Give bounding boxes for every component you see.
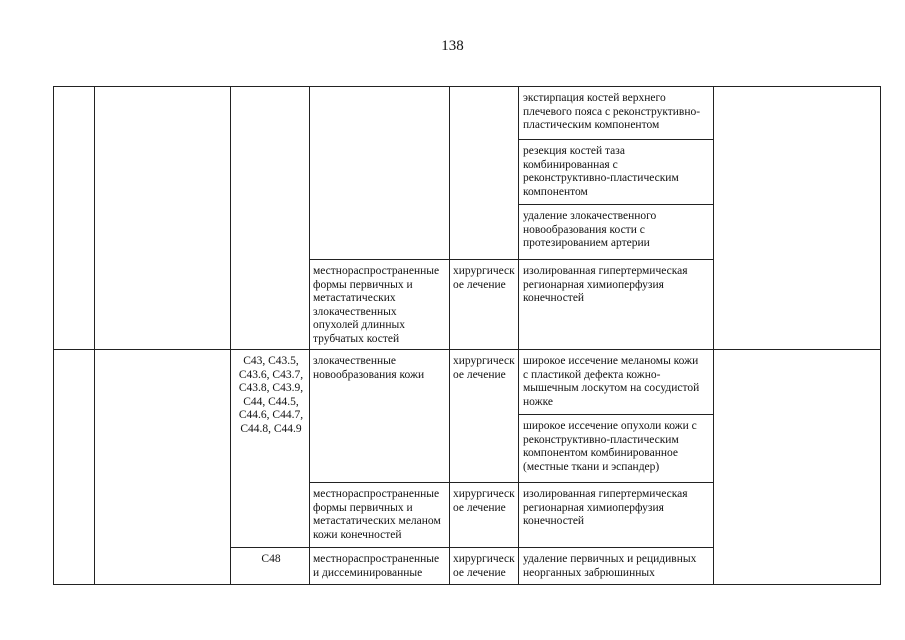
diagnosis-cell: злокачественные новообразования кожи — [313, 355, 425, 381]
method-cell: широкое иссечение меланомы кожи с пластикой дефекта кожно- мышечным лоскутом на сосудистой ножке — [523, 355, 700, 408]
method-cell: удаление первичных и рецидивных неорганных забрюшинных — [523, 553, 697, 579]
method-cell: широкое иссечение опухоли кожи с реконструктивно-пластическим компонентом комбинированное (местные ткани и эспандер) — [523, 420, 697, 473]
col-divider — [449, 86, 450, 585]
treatment-cell: хирургическ ое лечение — [453, 265, 515, 291]
table-border-left — [53, 86, 54, 585]
col-divider — [713, 86, 714, 585]
row-divider — [230, 547, 714, 548]
diagnosis-cell: местнораспространенные и диссеминированные — [313, 553, 440, 579]
row-divider — [309, 482, 714, 483]
treatment-cell: хирургическ ое лечение — [453, 488, 515, 514]
method-cell: изолированная гипертермическая регионарная химиоперфузия конечностей — [523, 488, 688, 528]
method-cell: изолированная гипертермическая регионарная химиоперфузия конечностей — [523, 265, 688, 305]
page-number: 138 — [441, 38, 464, 54]
treatment-cell: хирургическ ое лечение — [453, 553, 515, 579]
code-cell: С48 — [261, 553, 281, 565]
table-border-bottom — [53, 584, 881, 585]
table-border-right — [880, 86, 881, 585]
table-border-top — [53, 86, 881, 87]
col-divider — [94, 86, 95, 585]
method-cell: удаление злокачественного новообразования кости с протезированием артерии — [523, 210, 657, 250]
diagnosis-cell: местнораспространенные формы первичных и метастатических меланом кожи конечностей — [313, 488, 441, 541]
row-divider — [309, 259, 714, 260]
col-divider — [230, 86, 231, 585]
method-cell: резекция костей таза комбинированная с реконструктивно-пластическим компонентом — [523, 145, 679, 198]
code-cell: С43, С43.5, С43.6, С43.7, С43.8, С43.9, С44, С44.5, С44.6, С44.7, С44.8, С44.9 — [238, 355, 304, 435]
medical-procedures-table — [53, 86, 881, 585]
row-divider — [518, 139, 714, 140]
method-cell: экстирпация костей верхнего плечевого пояса с реконструктивно- пластическим компонентом — [523, 92, 701, 132]
row-divider — [518, 414, 714, 415]
diagnosis-cell: местнораспространенные формы первичных и метастатических злокачественных опухолей длинных трубчатых костей — [313, 265, 440, 345]
col-divider — [309, 86, 310, 585]
row-divider — [518, 204, 714, 205]
row-divider — [53, 349, 881, 350]
treatment-cell: хирургическ ое лечение — [453, 355, 515, 381]
